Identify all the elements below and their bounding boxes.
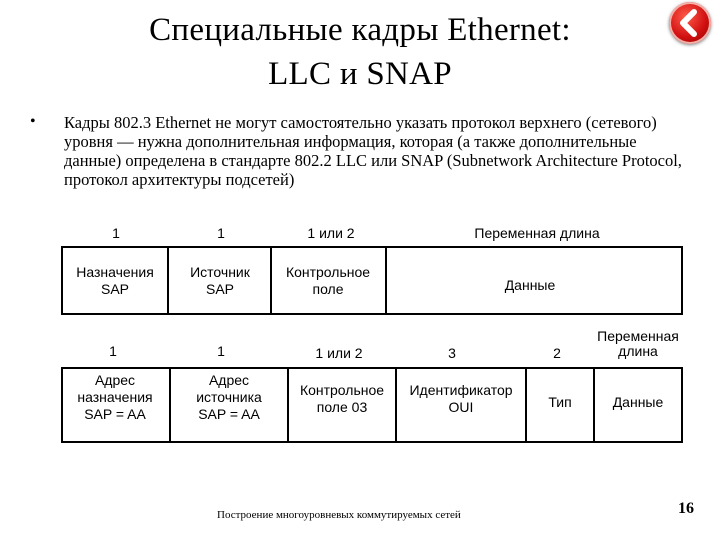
llc-field-label-3: Контрольное поле xyxy=(285,264,371,297)
snap-size-label-6: Переменная длина xyxy=(597,328,679,359)
llc-field-label-1: Назначения SAP xyxy=(76,264,154,297)
snap-field-label-3: Контрольное поле 03 xyxy=(299,382,385,415)
llc-size-label-4: Переменная длина xyxy=(474,225,600,241)
llc-frame-diagram xyxy=(62,225,682,314)
snap-frame-outline xyxy=(62,368,682,442)
snap-field-label-4: Идентификатор OUI xyxy=(409,382,513,415)
snap-field-label-5: Тип xyxy=(548,394,572,410)
snap-size-label-2: 1 xyxy=(217,343,225,359)
slide-title-line-2: LLC и SNAP xyxy=(268,56,452,92)
footer-text: Построение многоуровневых коммутируемых сетей xyxy=(217,509,461,521)
bullet-marker: • xyxy=(30,113,36,130)
page-number: 16 xyxy=(678,500,694,517)
llc-field-label-2: Источник SAP xyxy=(190,264,250,297)
llc-size-label-1: 1 xyxy=(112,225,120,241)
llc-field-label-4: Данные xyxy=(504,277,556,293)
snap-field-label-2: Адрес источника SAP = AA xyxy=(196,372,262,422)
snap-field-label-6: Данные xyxy=(612,394,664,410)
llc-frame-outline xyxy=(62,247,682,314)
snap-field-label-1: Адрес назначения SAP = AA xyxy=(77,372,153,422)
snap-size-label-4: 3 xyxy=(448,345,456,361)
snap-size-label-1: 1 xyxy=(109,343,117,359)
snap-size-label-5: 2 xyxy=(553,345,561,361)
slide-title-line-1: Специальные кадры Ethernet: xyxy=(149,12,571,48)
llc-size-label-2: 1 xyxy=(217,225,225,241)
snap-frame-diagram xyxy=(62,328,682,442)
llc-size-label-3: 1 или 2 xyxy=(307,225,355,241)
bullet-text: Кадры 802.3 Ethernet не могут самостоятельно указать протокол верхнего (сетевого) уровня — нужна дополнительная информация, которая (а также дополнительные данные) определена в стандарте 802.2 LLC или SNAP (Subnetwork Architecture Protocol, протокол архитектуры подсетей) xyxy=(64,113,682,189)
snap-size-label-3: 1 или 2 xyxy=(315,345,363,361)
